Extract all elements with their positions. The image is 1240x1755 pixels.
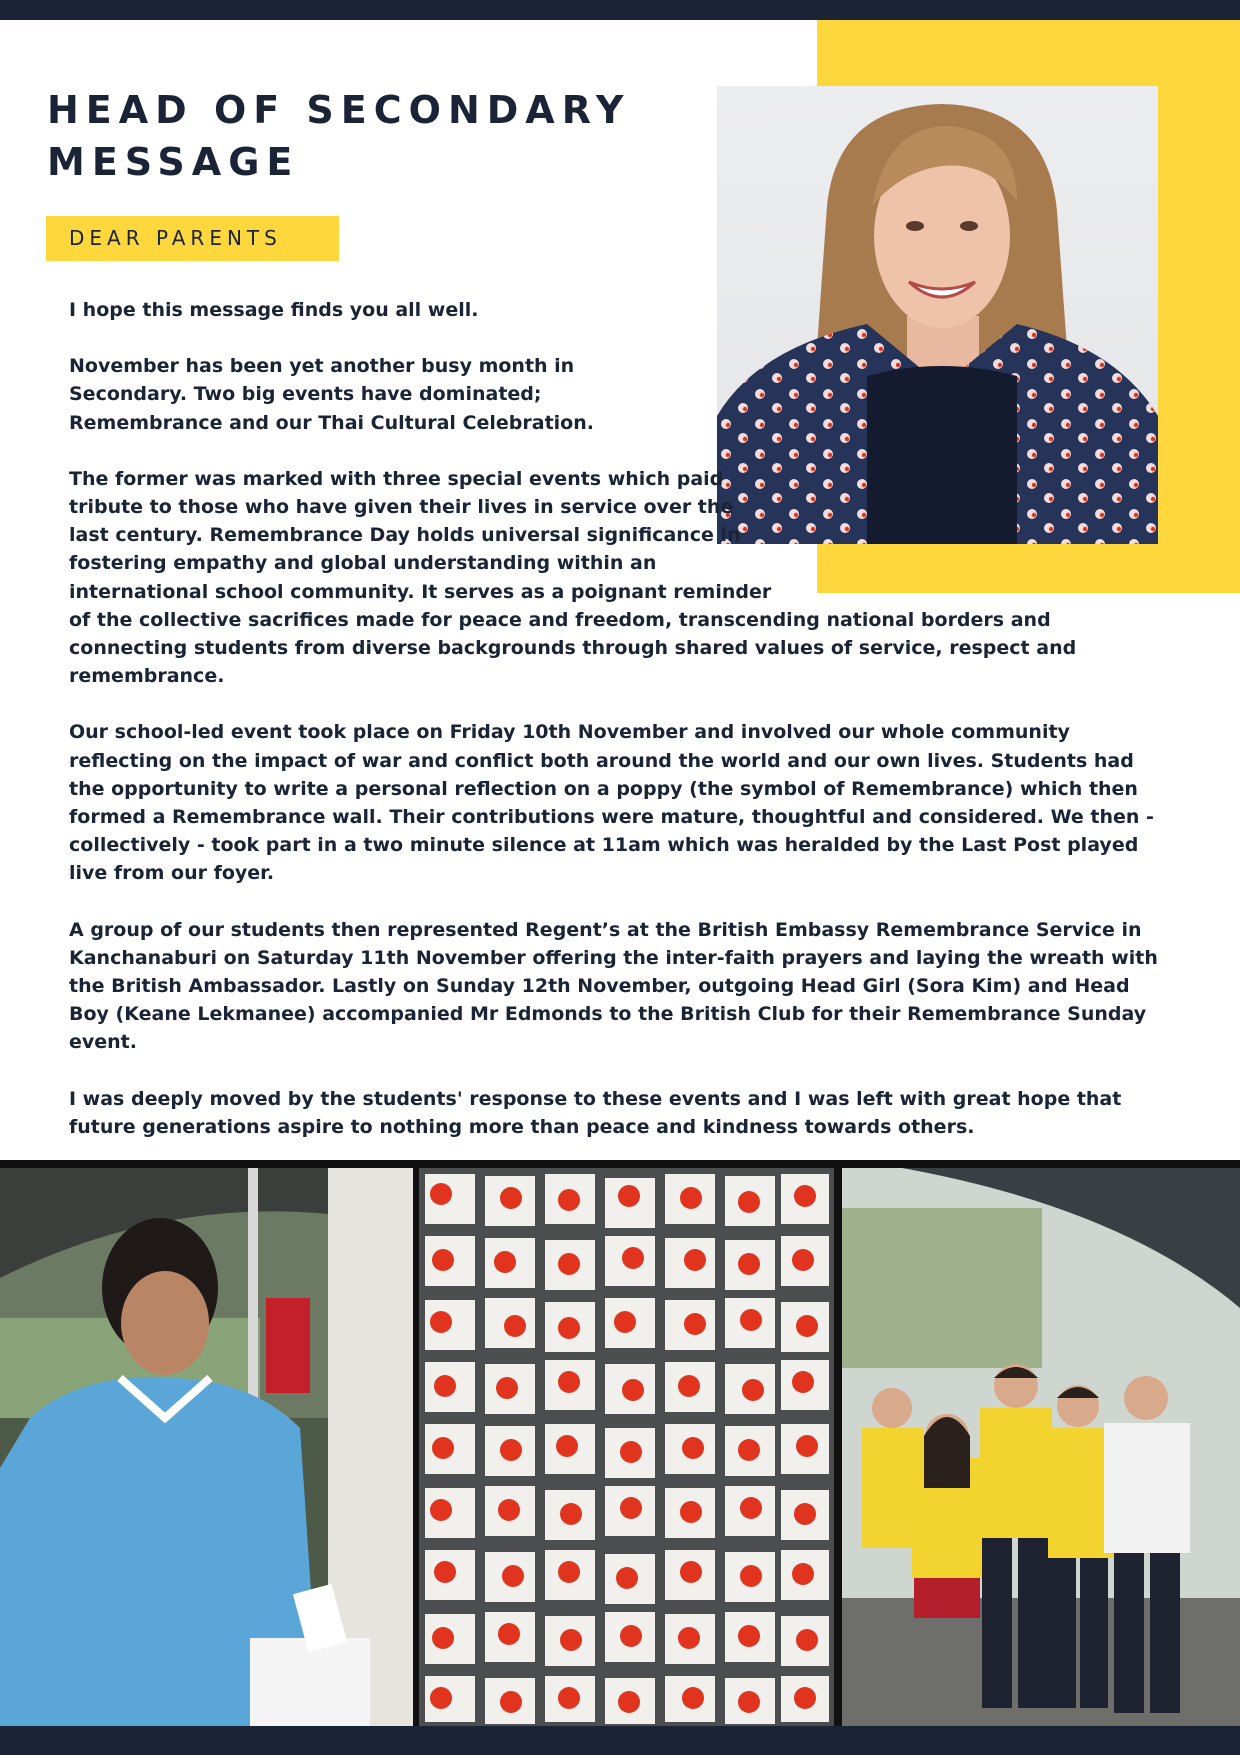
letter-paragraph-5: A group of our students then represented Regent’s at the British Embassy Remembrance Service in Kanchanaburi on Saturday 11th November offering the inter-faith prayers and laying the wreath with the British Ambassador. Lastly on Sunday 12th November, outgoing Head Girl (Sora Kim) and Head Boy (Keane Lekmanee) accompanied Mr Edmonds to the British Club for their Remembrance Sunday event. xyxy=(69,918,1158,1054)
letter-paragraph-6: I was deeply moved by the students' response to these events and I was left with great hope that future generations aspire to nothing more than peace and kindness towards others. xyxy=(69,1087,1122,1138)
portrait-text-wrap-space xyxy=(779,296,1169,592)
page-title xyxy=(47,84,687,188)
top-bar xyxy=(0,0,1240,20)
letter-body xyxy=(69,296,1169,1169)
photo-student-posting-reflection xyxy=(0,1168,413,1726)
letter-paragraph-1: I hope this message finds you all well. xyxy=(69,299,479,321)
photo-strip xyxy=(0,1160,1240,1726)
bottom-bar xyxy=(0,1726,1240,1755)
photo-students-at-ceremony xyxy=(842,1168,1240,1726)
letter-paragraph-2: November has been yet another busy month in Secondary. Two big events have dominated; Remembrance and our Thai Cultural Celebration. xyxy=(69,355,594,434)
photo-poppy-remembrance-wall xyxy=(419,1168,834,1726)
page-title-line-1: HEAD OF SECONDARY xyxy=(47,88,631,132)
letter-paragraph-4: Our school-led event took place on Friday 10th November and involved our whole community reflecting on the impact of war and conflict both around the world and our own lives. Students had the opportunity to write a personal reflection on a poppy (the symbol of Remembrance) which then formed a Remembrance wall. Their contributions were mature, thoughtful and considered. We then - collectively - took part in a two minute silence at 11am which was heralded by the Last Post played live from our foyer. xyxy=(69,721,1154,885)
salutation-badge: DEAR PARENTS xyxy=(46,216,339,261)
letter-paragraph-3: The former was marked with three special events which paid tribute to those who have given their lives in service over the last century. Remembrance Day holds universal significance in fostering empathy and global understanding within an international school community. It serves as a poignant reminder of the collective sacrifices made for peace and freedom, transcending national borders and connecting students from diverse backgrounds through shared values of service, respect and remembrance. xyxy=(69,467,1077,688)
page-title-line-2: MESSAGE xyxy=(47,140,300,184)
